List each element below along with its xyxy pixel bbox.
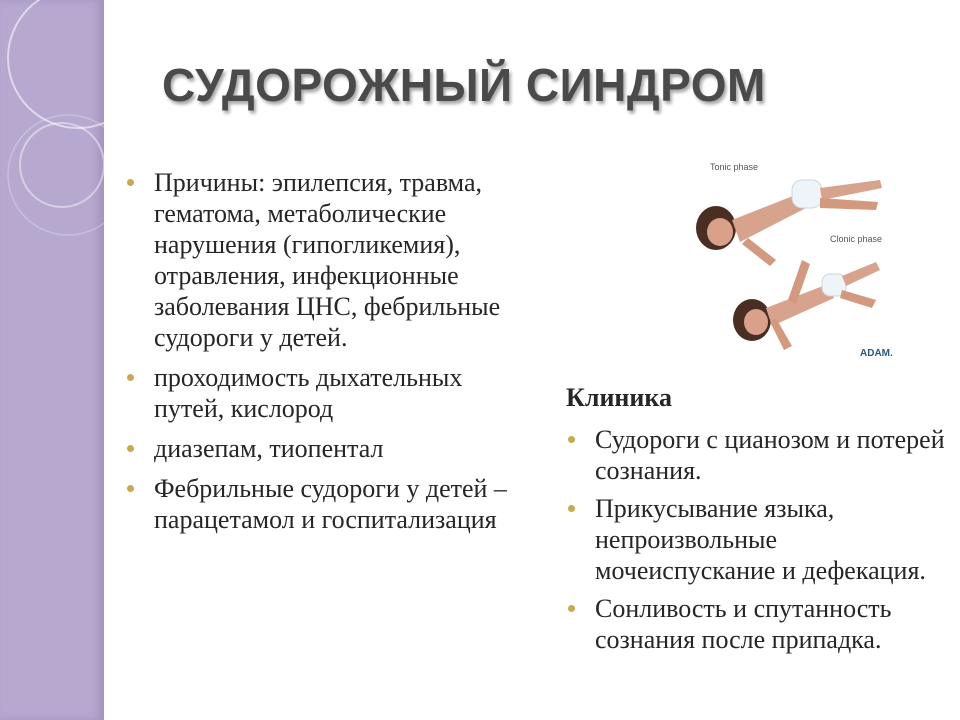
clonic-phase-figure-icon [733,260,880,350]
bullet-icon [127,445,134,452]
sidebar-circles-decoration [0,0,104,720]
bullet-icon [127,179,134,186]
tonic-phase-figure-icon [696,180,882,266]
list-item [566,593,951,655]
list-item [566,493,951,586]
slide-title: СУДОРОЖНЫЙ СИНДРОМ [162,59,766,111]
list-item [125,362,535,424]
bullet-icon [568,436,575,443]
seizure-phases-illustration [680,150,920,362]
bullet-icon [127,374,134,381]
list-item-text: Судороги с цианозом и потерей сознания. [595,425,945,485]
list-item-text: диазепам, тиопентал [154,434,384,463]
list-item [125,433,535,464]
bullet-icon [568,605,575,612]
list-item-text: Причины: эпилепсия, травма, гематома, метаболические нарушения (гипогликемия), отравления, инфекционные заболевания ЦНС, фебрильные судороги у детей. [154,168,501,352]
list-item [125,473,535,535]
list-item-text: проходимость дыхательных путей, кислород [154,363,463,423]
list-item [566,424,951,486]
list-item-text: Фебрильные судороги у детей – парацетамол и госпитализация [154,474,507,534]
list-item-text: Сонливость и спутанность сознания после припадка. [595,594,892,654]
clonic-phase-label: Clonic phase [830,234,883,244]
clinic-symptoms-list [566,424,951,662]
list-item-text: Прикусывание языка, непроизвольные мочеиспускание и дефекация. [595,494,926,585]
causes-treatment-list [125,167,535,544]
decorative-sidebar [0,0,104,720]
adam-credit: ADAM. [860,348,893,359]
list-item [125,167,535,353]
clinic-heading: Клиника [566,383,672,412]
bullet-icon [127,485,134,492]
tonic-phase-label: Tonic phase [710,162,759,172]
bullet-icon [568,505,575,512]
